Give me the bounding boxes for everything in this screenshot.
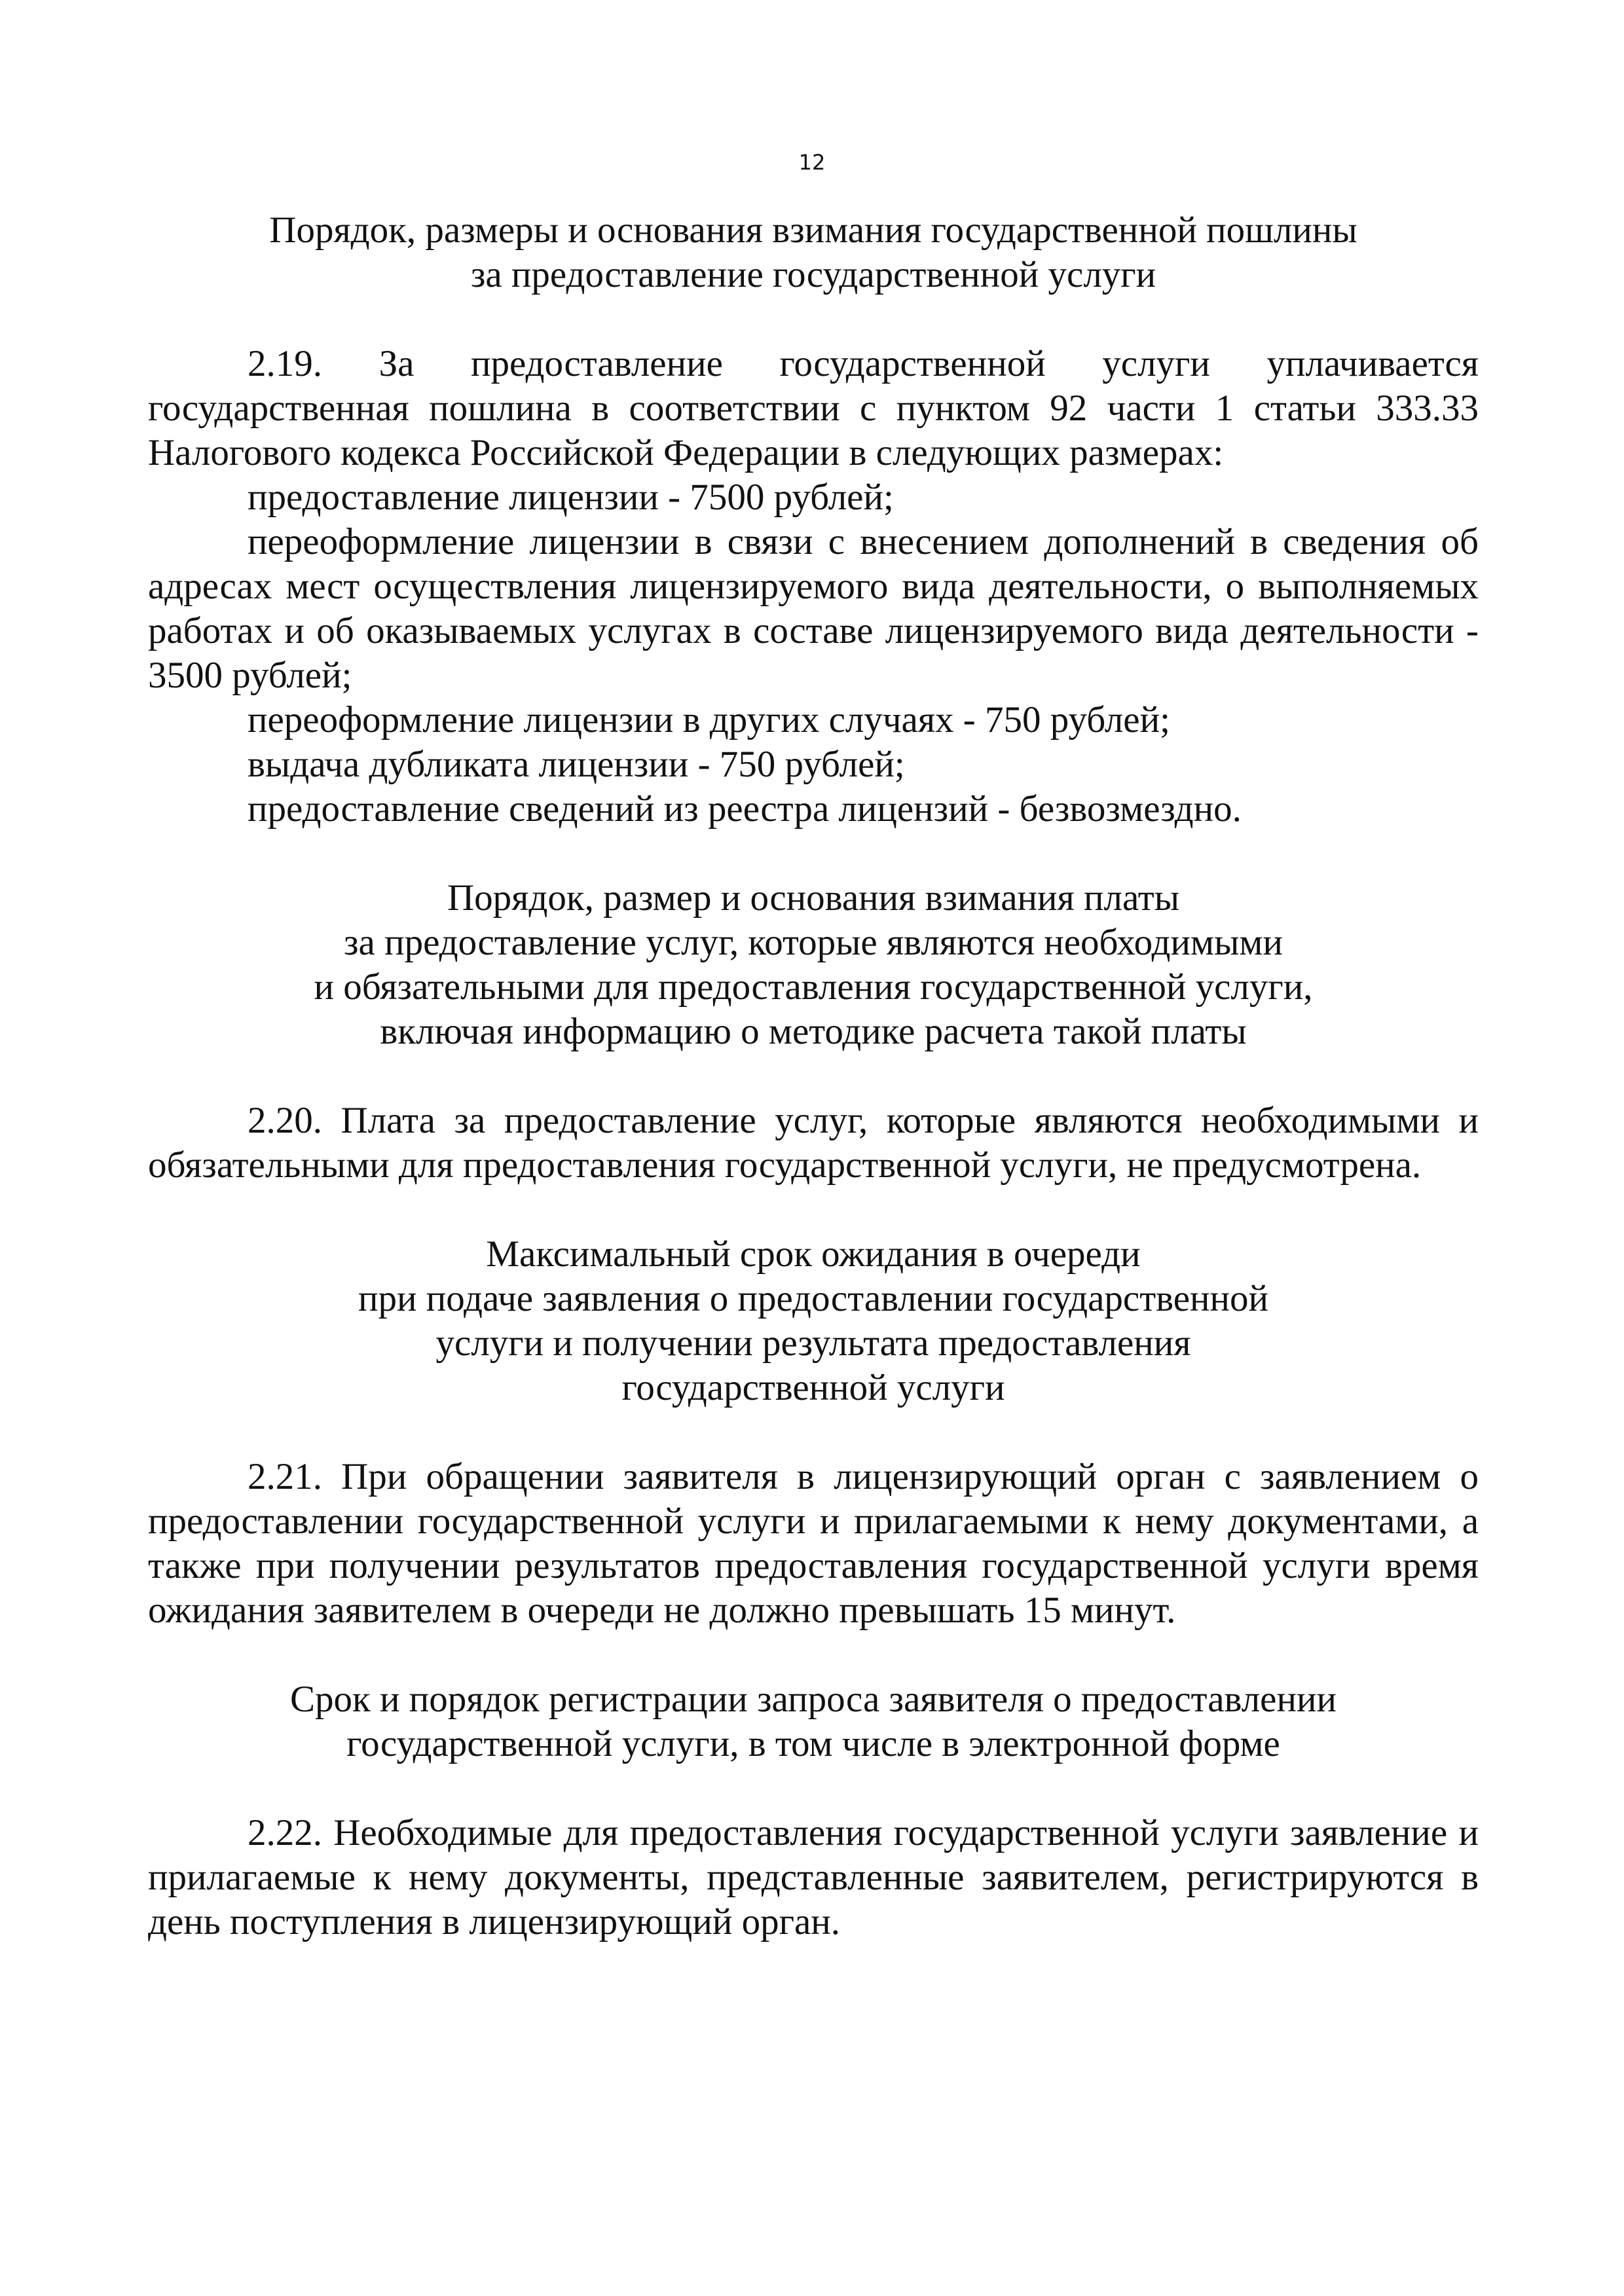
heading-line: государственной услуги: [621, 1367, 1005, 1408]
heading-line: Порядок, размер и основания взимания платы: [447, 877, 1179, 919]
section-heading-registration: [148, 1677, 1479, 1766]
heading-line: государственной услуги, в том числе в электронной форме: [346, 1723, 1280, 1764]
heading-line: и обязательными для предоставления государственной услуги,: [314, 966, 1313, 1008]
heading-line: услуги и получении результата предоставления: [435, 1322, 1191, 1364]
fee-item-license-grant: предоставление лицензии - 7500 рублей;: [248, 477, 894, 518]
fee-item-duplicate: выдача дубликата лицензии - 750 рублей;: [248, 744, 905, 785]
section-heading-queue-time: [148, 1232, 1479, 1410]
page-number: 12: [798, 150, 826, 175]
heading-line: за предоставление государственной услуги: [470, 254, 1156, 295]
document-body: [148, 208, 1479, 1944]
fee-item-registry-info: предоставление сведений из реестра лицензий - безвозмездно.: [248, 788, 1242, 829]
heading-line: Срок и порядок регистрации запроса заявителя о предоставлении: [290, 1679, 1337, 1720]
paragraph-2-19: 2.19. За предоставление государственной услуги уплачивается государственная пошлина в соответствии с пунктом 92 части 1 статьи 333.33 Налогового кодекса Российской Федерации в следующих размерах:: [148, 343, 1479, 473]
heading-line: Максимальный срок ожидания в очереди: [486, 1233, 1141, 1275]
heading-line: Порядок, размеры и основания взимания государственной пошлины: [269, 210, 1357, 251]
heading-line: при подаче заявления о предоставлении государственной: [358, 1278, 1269, 1319]
section-heading-state-fee: [148, 208, 1479, 297]
paragraph-2-20: 2.20. Плата за предоставление услуг, которые являются необходимыми и обязательными для предоставления государственной услуги, не предусмотрена.: [148, 1100, 1479, 1186]
fee-item-reissue-additions: переоформление лицензии в связи с внесением дополнений в сведения об адресах мест осуществления лицензируемого вида деятельности, о выполняемых работах и об оказываемых услугах в составе лицензируемого вида деятельности - 3500 рублей;: [148, 521, 1479, 696]
fee-item-reissue-other: переоформление лицензии в других случаях - 750 рублей;: [248, 699, 1170, 740]
paragraph-2-22: 2.22. Необходимые для предоставления государственной услуги заявление и прилагаемые к нему документы, представленные заявителем, регистрируются в день поступления в лицензирующий орган.: [148, 1812, 1479, 1942]
heading-line: за предоставление услуг, которые являются необходимыми: [344, 922, 1283, 963]
section-heading-service-fee: [148, 876, 1479, 1054]
heading-line: включая информацию о методике расчета такой платы: [380, 1011, 1247, 1052]
paragraph-2-21: 2.21. При обращении заявителя в лицензирующий орган с заявлением о предоставлении государственной услуги и прилагаемыми к нему документами, а также при получении результатов предоставления государственной услуги время ожидания заявителем в очереди не должно превышать 15 минут.: [148, 1456, 1479, 1631]
